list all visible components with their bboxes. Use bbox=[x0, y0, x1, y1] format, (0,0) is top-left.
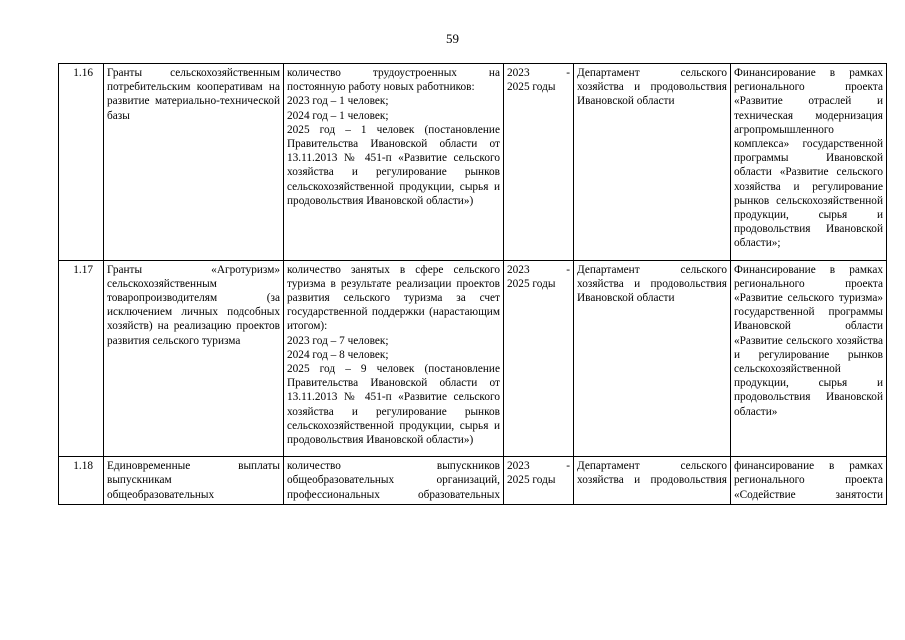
funding: Финансирование в рамках регионального проекта «Развитие сельского туризма» государственной программы Ивановской области «Развитие сельского хозяйства и регулирование рынков сельскохозяйственной продукции, сырья и продовольствия Ивановской области» bbox=[731, 260, 887, 457]
period-end: 2025 годы bbox=[507, 81, 556, 94]
period-dash: - bbox=[566, 67, 570, 79]
executor: Департамент сельского хозяйства и продовольствия Ивановской области bbox=[574, 260, 731, 457]
executor: Департамент сельского хозяйства и продовольствия Ивановской области bbox=[574, 64, 731, 261]
period-start: 2023 bbox=[507, 263, 530, 276]
table-row bbox=[59, 260, 887, 457]
indicator-intro: количество трудоустроенных на постоянную работу новых работников: bbox=[287, 67, 500, 94]
table-row bbox=[59, 457, 887, 505]
indicator-2025: 2025 год – 9 человек (постановление Правительства Ивановской области от 13.11.2013 № 451-п «Развитие сельского хозяйства и регулирование рынков сельскохозяйственной продукции, сырья и продовольствия Ивановской области») bbox=[287, 363, 500, 447]
period-cell bbox=[504, 260, 574, 457]
period-dash: - bbox=[566, 263, 570, 276]
page-number: 59 bbox=[446, 31, 459, 46]
indicator-cell bbox=[284, 64, 504, 261]
indicator-cell bbox=[284, 457, 504, 505]
period-end: 2025 годы bbox=[507, 474, 556, 487]
measure-name: Единовременные выплаты выпускникам общеобразовательных bbox=[104, 457, 284, 505]
indicator-intro: количество выпускников общеобразовательных организаций, профессиональных образовательных bbox=[287, 460, 500, 501]
executor: Департамент сельского хозяйства и продовольствия bbox=[574, 457, 731, 505]
table-row bbox=[59, 64, 887, 261]
measure-name: Гранты «Агротуризм» сельскохозяйственным товаропроизводителям (за исключением личных подсобных хозяйств) на реализацию проектов развития сельского туризма bbox=[104, 260, 284, 457]
indicator-2024: 2024 год – 1 человек; bbox=[287, 109, 389, 122]
period-start: 2023 bbox=[507, 460, 530, 473]
period-cell bbox=[504, 64, 574, 261]
period-cell bbox=[504, 457, 574, 505]
indicator-2025: 2025 год – 1 человек (постановление Правительства Ивановской области от 13.11.2013 № 451-п «Развитие сельского хозяйства и регулирование рынков сельскохозяйственной продукции, сырья и продовольствия Ивановской области») bbox=[287, 123, 500, 207]
indicator-cell bbox=[284, 260, 504, 457]
indicator-2023: 2023 год – 1 человек; bbox=[287, 95, 389, 108]
row-number: 1.18 bbox=[59, 457, 104, 505]
period-dash: - bbox=[566, 460, 570, 473]
period-end: 2025 годы bbox=[507, 277, 556, 290]
indicator-intro: количество занятых в сфере сельского туризма в результате реализации проектов развития сельского туризма за счет государственной поддержки (нарастающим итогом): bbox=[287, 263, 500, 333]
indicator-2024: 2024 год – 8 человек; bbox=[287, 348, 389, 361]
measures-table bbox=[58, 63, 887, 505]
measure-name: Гранты сельскохозяйственным потребительским кооперативам на развитие материально-технической базы bbox=[104, 64, 284, 261]
funding: финансирование в рамках регионального проекта «Содействие занятости bbox=[731, 457, 887, 505]
row-number: 1.16 bbox=[59, 64, 104, 261]
row-number: 1.17 bbox=[59, 260, 104, 457]
funding: Финансирование в рамках регионального проекта «Развитие отраслей и техническая модернизация агропромышленного комплекса» государственной программы Ивановской области «Развитие сельского хозяйства и регулирование рынков сельскохозяйственной продукции, сырья и продовольствия Ивановской области»; bbox=[731, 64, 887, 261]
period-start: 2023 bbox=[507, 67, 530, 79]
indicator-2023: 2023 год – 7 человек; bbox=[287, 334, 389, 347]
